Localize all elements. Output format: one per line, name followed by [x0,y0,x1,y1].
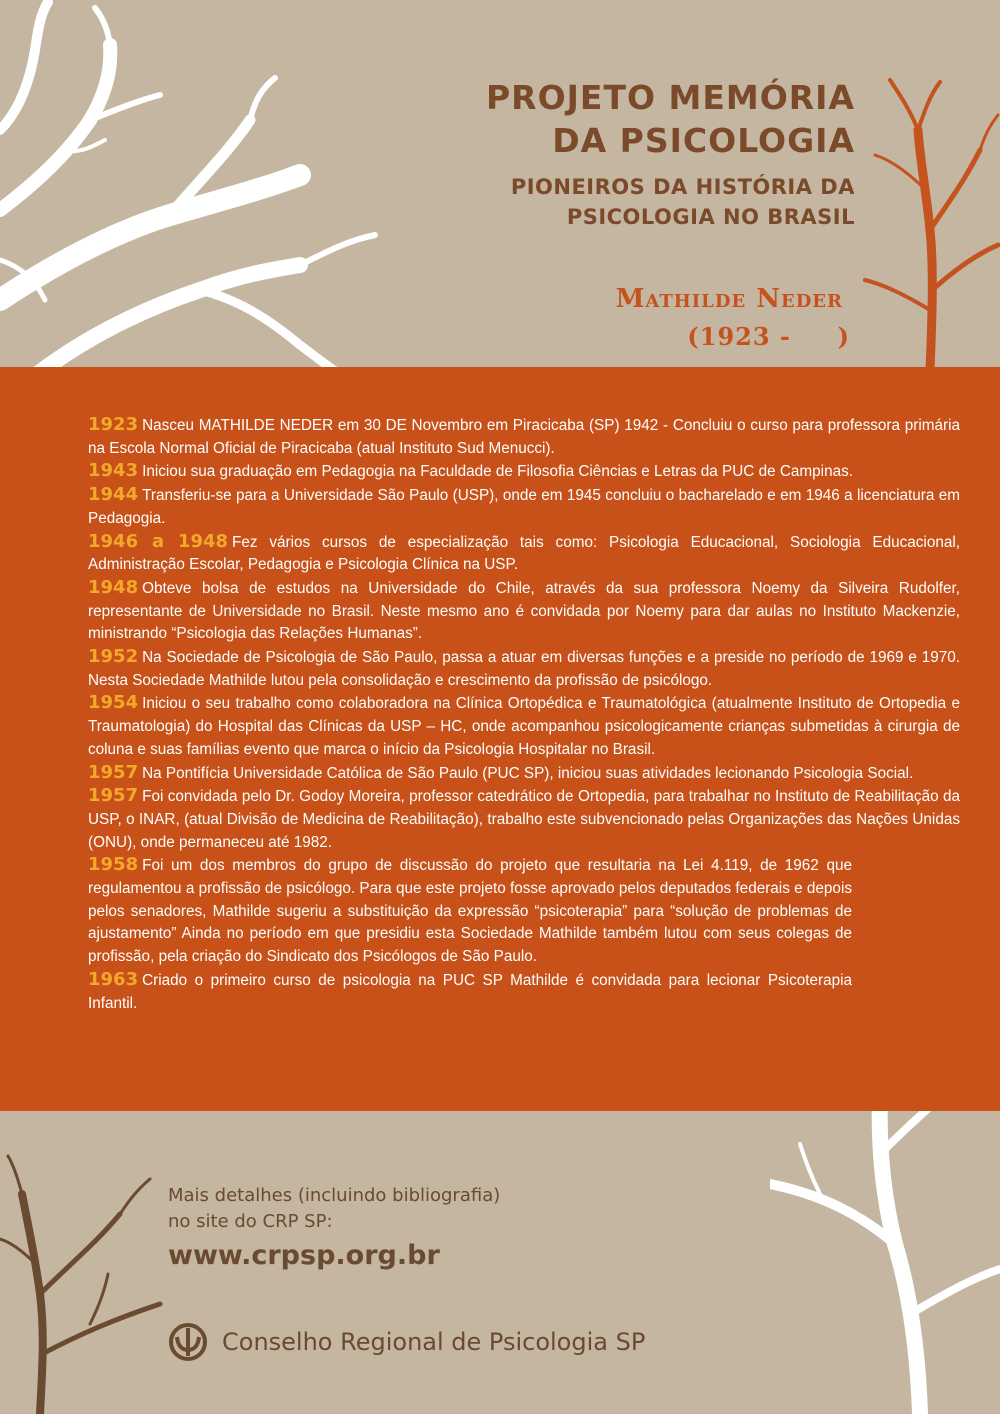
timeline-year: 1958 [88,854,139,876]
timeline-text: Transferiu-se para a Universidade São Paulo (USP), onde em 1945 concluiu o bacharelado e em 1946 a licenciatura em Pedagogia. [88,487,960,527]
timeline-text: Criado o primeiro curso de psicologia na PUC SP Mathilde é convidada para lecionar Psicoterapia Infantil. [88,971,852,1012]
subtitle-line-1: PIONEIROS DA HISTÓRIA DA [510,175,855,199]
timeline-entry [88,577,960,646]
footer-details-line-1: Mais detalhes (incluindo bibliografia) [168,1185,501,1206]
timeline-entry [88,460,960,484]
timeline-text: Foi convidada pelo Dr. Godoy Moreira, professor catedrático de Ortopedia, para trabalhar no Instituto de Reabilitação da USP, o INAR, (atual Divisão de Medicina de Reabilitação), trabalho este subvencionado pelas Organizações das Nações Unidas (ONU), onde permaneceu até 1982. [88,788,960,851]
timeline-text: Iniciou o seu trabalho como colaboradora na Clínica Ortopédica e Traumatológica (atualmente Instituto de Ortopedia e Traumatologia) do Hospital das Clínicas da USP – HC, onde acompanhou psicologicamente crianças submetidas à cirurgia de coluna e suas famílias evento que marca o início da Psicologia Hospitalar no Brasil. [88,695,960,758]
timeline-year: 1948 [88,576,139,598]
page-title-line-1: PROJETO MEMÓRIA [485,78,855,117]
timeline-text: Nasceu MATHILDE NEDER em 30 DE Novembro em Piracicaba (SP) 1942 - Concluiu o curso para professora primária na Escola Normal Oficial de Piracicaba (atual Instituto Sud Menucci). [88,417,960,457]
timeline-entry [88,414,960,460]
timeline-text: Foi um dos membros do grupo de discussão do projeto que resultaria na Lei 4.119, de 1962 que regulamentou a profissão de psicólogo. Para que este projeto fosse aprovado pelos deputados federais e depois pelos senadores, Mathilde sugeriu a substituição da expressão “psicoterapia” para “solução de problemas de ajustamento” Ainda no período em que presidiu esta Sociedade Mathilde também lutou com seus colegas de profissão, pela criação do Sindicato dos Psicólogos de São Paulo. [88,857,852,966]
timeline-year: 1957 [88,761,139,783]
timeline-year: 1963 [88,968,139,990]
footer-details [168,1183,500,1235]
timeline-year: 1954 [88,692,139,714]
subtitle-line-2: PSICOLOGIA NO BRASIL [566,205,855,229]
timeline-text: Iniciou sua graduação em Pedagogia na Faculdade de Filosofia Ciências e Letras da PUC de Campinas. [142,463,853,481]
timeline-entry [88,646,960,692]
timeline-text: Fez vários cursos de especialização tais como: Psicologia Educacional, Sociologia Educacional, Administração Escolar, Pedagogia e Psicologia Clínica na USP. [88,533,961,574]
brown-tree-bottom-left-icon [0,1154,170,1414]
header [486,76,855,232]
timeline-text: Na Sociedade de Psicologia de São Paulo, passa a atuar em diversas funções e a preside no período de 1969 e 1970. Nesta Sociedade Mathilde lutou pela consolidação e crescimento da profissão de psicólogo. [88,649,960,689]
organization [168,1322,645,1362]
organization-name: Conselho Regional de Psicologia SP [222,1328,646,1356]
timeline-entry [88,531,960,577]
timeline-year: 1944 [88,484,139,506]
timeline-year: 1943 [88,460,139,482]
crp-logo-icon [168,1322,208,1362]
white-branches-top-left-icon [0,0,420,420]
timeline-year: 1923 [88,414,139,435]
website-link[interactable]: www.crpsp.org.br [168,1240,440,1271]
page-title-line-2: DA PSICOLOGIA [552,121,855,160]
orange-tree-top-right-icon [860,70,1000,370]
timeline-text: Obteve bolsa de estudos na Universidade do Chile, através da sua professora Noemy da Silveira Rudolfer, representante de Universidade no Brasil. Neste mesmo ano é convidada por Noemy para dar aulas no Instituto Mackenzie, ministrando “Psicologia das Relações Humanas”. [88,579,960,643]
person-dates: (1923 - ) [687,322,850,351]
timeline-entry [88,785,960,854]
person-name: Mathilde Neder [615,284,843,314]
timeline [88,414,960,1015]
timeline-text: Na Pontifícia Universidade Católica de São Paulo (PUC SP), iniciou suas atividades lecionando Psicologia Social. [142,764,914,782]
timeline-entry [88,854,852,969]
timeline-year: 1957 [88,785,139,807]
timeline-entry [88,484,960,530]
timeline-entry [88,762,960,786]
timeline-entry [88,969,852,1015]
timeline-entry [88,692,960,761]
timeline-year: 1946 a 1948 [88,530,229,552]
footer-details-line-2: no site do CRP SP: [168,1211,333,1232]
subtitle [486,172,855,232]
timeline-year: 1952 [88,646,139,668]
